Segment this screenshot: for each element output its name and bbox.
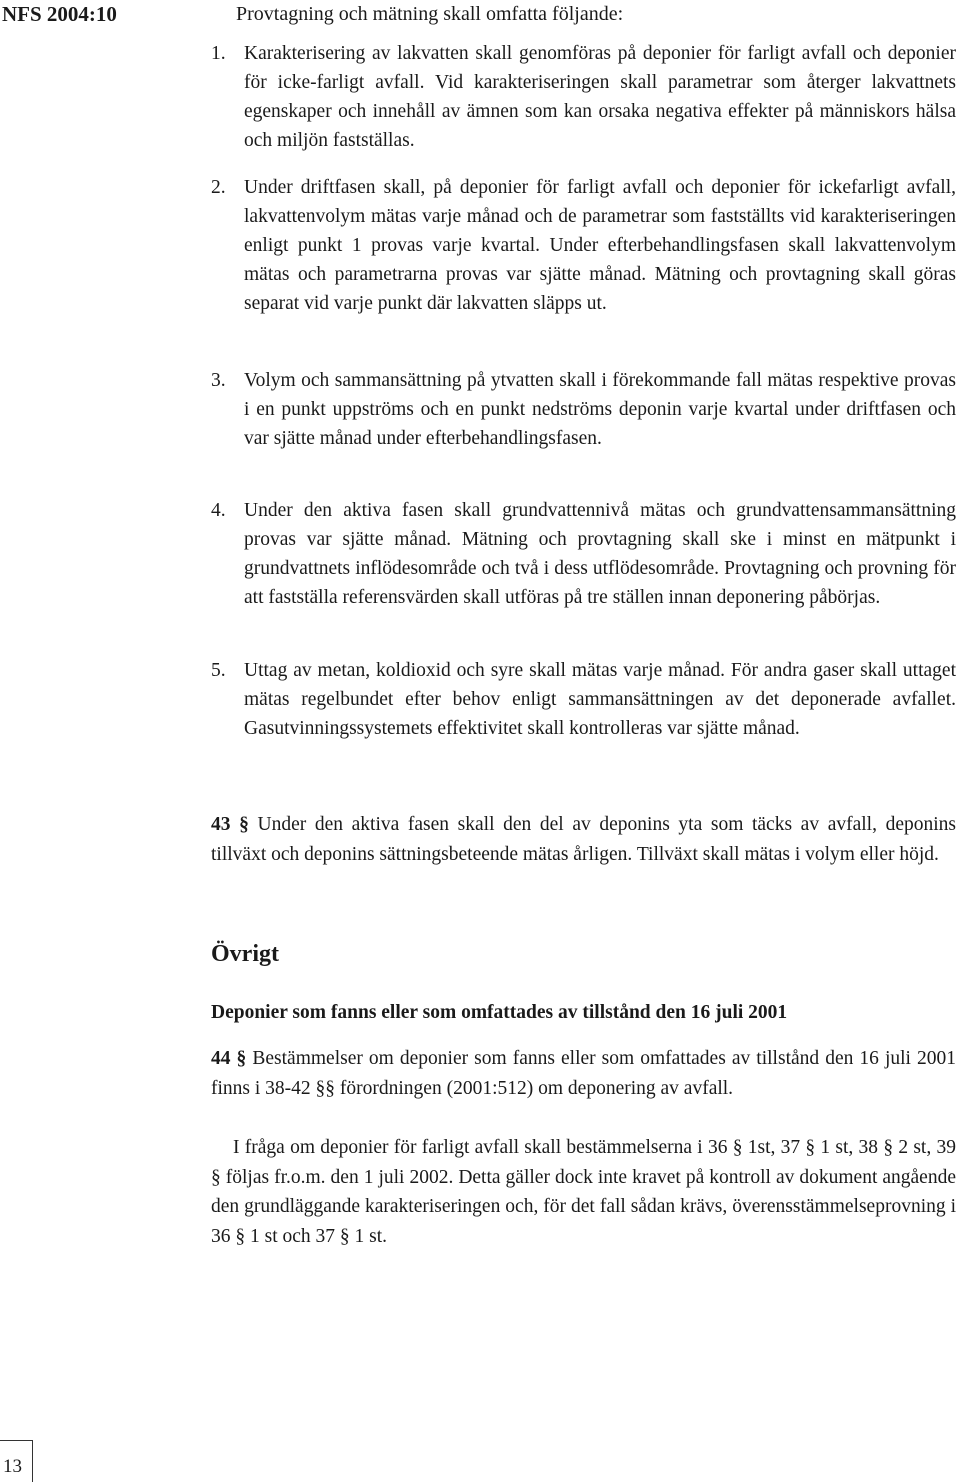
- section-heading: Övrigt: [211, 941, 279, 967]
- list-item-text: Uttag av metan, koldioxid och syre skall mätas varje månad. För andra gaser skall uttaget mätas regelbundet efter behov enligt sammansättningen av det deponerade avfallet. Gasutvinningssystemets effektivitet skall kontrolleras var sjätte månad.: [244, 660, 956, 739]
- paragraph-44-continued: I fråga om deponier för farligt avfall skall bestämmelserna i 36 § 1st, 37 § 1 st, 38 § 2 st, 39 § följas fr.o.m. den 1 juli 2002. Detta gäller dock inte kravet på kontroll av dokument angående den grundläggande karakteriseringen och, för det fall sådan krävs, överensstämmelseprovning i 36 § 1 st och 37 § 1 st.: [211, 1137, 956, 1247]
- paragraph-44: [211, 1044, 956, 1103]
- list-item: [211, 39, 956, 155]
- list-item-number: 5.: [211, 660, 226, 681]
- list-item-text: Karakterisering av lakvatten skall genomföras på deponier för farligt avfall och deponier för icke-farligt avfall. Vid karakteriseringen skall parametrar som återger lakvattnets egenskaper och innehåll av ämnen som kan orsaka negativa effekter på människors hälsa och miljön fastställas.: [244, 43, 956, 151]
- list-item-number: 2.: [211, 177, 226, 198]
- list-item: [211, 496, 956, 612]
- paragraph-text: Bestämmelser om deponier som fanns eller som omfattades av tillstånd den 16 juli 2001 finns i 38-42 §§ förordningen (2001:512) om deponering av avfall.: [211, 1048, 957, 1099]
- document-code: NFS 2004:10: [2, 2, 117, 26]
- subsection-heading: Deponier som fanns eller som omfattades av tillstånd den 16 juli 2001: [211, 1002, 788, 1023]
- list-item: [211, 656, 956, 743]
- list-item: [211, 173, 956, 318]
- list-item-text: Volym och sammansättning på ytvatten skall i förekommande fall mätas respektive provas i en punkt uppströms och en punkt nedströms deponin varje kvartal under driftfasen och var sjätte månad under efterbehandlingsfasen.: [244, 370, 956, 449]
- list-item-number: 4.: [211, 500, 226, 521]
- paragraph-text: Under den aktiva fasen skall den del av deponins yta som täcks av avfall, deponins tillväxt och deponins sättningsbeteende mätas årligen. Tillväxt skall mätas i volym eller höjd.: [211, 814, 956, 865]
- section-number-43: 43 §: [211, 814, 249, 835]
- section-number-44: 44 §: [211, 1048, 247, 1069]
- list-item-text: Under driftfasen skall, på deponier för farligt avfall och deponier för ickefarligt avfall, lakvattenvolym mätas varje månad och de parametrar som fastställts vid karakteriseringen enligt punkt 1 provas varje kvartal. Under efterbehandlingsfasen skall lakvattenvolym mätas och parametrarna provas var sjätte månad. Mätning och provtagning skall göras separat vid varje punkt där lakvatten släpps ut.: [244, 177, 956, 314]
- paragraph-43: [211, 810, 956, 869]
- list-item: [211, 366, 956, 453]
- list-item-number: 1.: [211, 43, 226, 64]
- intro-text: Provtagning och mätning skall omfatta följande:: [236, 3, 624, 25]
- page-number: 13: [3, 1456, 22, 1477]
- list-item-text: Under den aktiva fasen skall grundvattennivå mätas och grundvattensammansättning provas var sjätte månad. Mätning och provtagning skall ske i minst en mätpunkt i grundvattnets inflödesområde och två i dess utflödesområde. Provtagning och provning för att fastställa referensvärden skall utföras på tre ställen innan deponering påbörjas.: [244, 500, 956, 608]
- list-item-number: 3.: [211, 370, 226, 391]
